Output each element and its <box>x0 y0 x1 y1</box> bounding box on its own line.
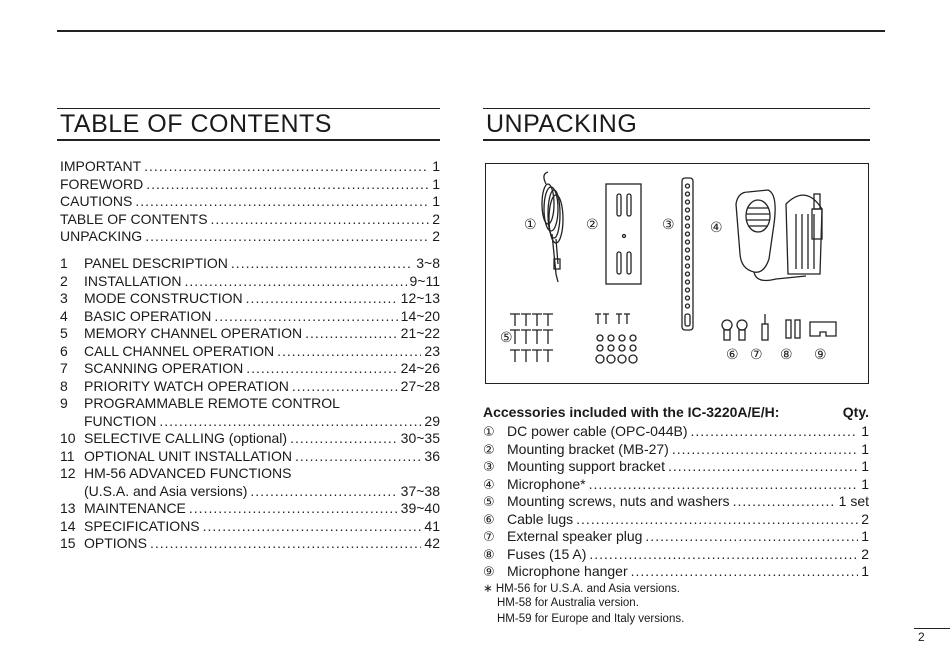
toc-title-rule-top <box>57 108 440 109</box>
leader-dots <box>150 535 421 551</box>
toc-num: 11 <box>60 447 75 464</box>
leader-dots <box>645 528 858 544</box>
item-qty: 1 set <box>838 493 869 509</box>
leader-dots <box>668 458 858 474</box>
figure-label-5: ⑤ <box>500 330 513 346</box>
item-label: Mounting screws, nuts and washers <box>507 493 730 509</box>
toc-row <box>60 360 440 378</box>
item-qty: 2 <box>861 545 869 562</box>
toc-page: 14~20 <box>400 307 440 324</box>
toc-title-rule-bottom <box>57 139 440 141</box>
dc-cable-drawing <box>542 172 563 282</box>
item-qty: 1 <box>861 475 869 492</box>
figure-label-9: ⑨ <box>814 347 827 363</box>
toc-page: 27~28 <box>400 377 440 394</box>
toc-page: 1 <box>432 193 440 209</box>
toc-label: CALL CHANNEL OPERATION <box>84 342 275 359</box>
unpacking-title-rule-top <box>483 108 870 109</box>
toc-page: 23 <box>424 342 440 359</box>
toc-num: 5 <box>60 325 68 341</box>
cable-lugs-drawing <box>722 320 747 340</box>
leader-dots <box>246 290 398 306</box>
toc-num: 6 <box>60 342 68 359</box>
footnote: HM-58 for Australia version. <box>497 597 639 609</box>
toc-num: 1 <box>60 255 68 271</box>
toc-label: SPECIFICATIONS <box>84 517 200 534</box>
toc-page: 21~22 <box>400 325 440 341</box>
figure-label-7: ⑦ <box>750 347 763 363</box>
toc-page: 2 <box>432 228 440 244</box>
item-mark: ⑥ <box>483 511 495 527</box>
footnote: HM-59 for Europe and Italy versions. <box>497 613 685 625</box>
toc-row <box>60 413 440 431</box>
toc-label: TABLE OF CONTENTS <box>60 210 208 227</box>
toc-label: FUNCTION <box>84 412 157 429</box>
toc-label: OPTIONS <box>84 535 148 551</box>
toc-row <box>60 325 440 343</box>
toc-num: 3 <box>60 290 68 306</box>
toc-label: PRIORITY WATCH OPERATION <box>84 377 289 394</box>
toc-page: 12~13 <box>400 290 440 306</box>
toc-label: FOREWORD <box>60 175 144 192</box>
accessories-header <box>483 404 869 420</box>
toc-row <box>60 378 440 396</box>
leader-dots <box>631 563 859 579</box>
toc-num: 9 <box>60 395 68 411</box>
leader-dots <box>277 343 421 359</box>
item-qty: 1 <box>861 423 869 439</box>
item-label: DC power cable (OPC-044B) <box>507 423 688 439</box>
leader-dots <box>290 430 398 446</box>
toc-row <box>60 535 440 553</box>
toc-label: (U.S.A. and Asia versions) <box>84 482 248 499</box>
toc-page: 41 <box>424 517 440 534</box>
figure-label-4: ④ <box>710 220 723 236</box>
toc-label: UNPACKING <box>60 228 143 244</box>
item-label: Fuses (15 A) <box>507 545 587 562</box>
item-qty: 1 <box>861 563 869 579</box>
toc-num: 10 <box>60 430 76 446</box>
toc-title: TABLE OF CONTENTS <box>60 110 332 138</box>
screws-drawing <box>510 314 637 363</box>
toc-row <box>60 228 440 246</box>
toc-label: BASIC OPERATION <box>84 307 212 324</box>
toc-num: 13 <box>60 500 76 516</box>
item-label: Microphone hanger <box>507 563 628 579</box>
toc-row <box>60 273 440 291</box>
accessory-row <box>483 528 869 546</box>
toc-num: 14 <box>60 517 76 534</box>
toc-row <box>60 343 440 361</box>
accessories-header-label: Accessories included with the IC-3220A/E/H: <box>483 404 780 420</box>
leader-dots <box>295 448 421 464</box>
toc-label: MAINTENANCE <box>84 500 186 516</box>
leader-dots <box>145 228 429 244</box>
toc-page: 1 <box>432 175 440 192</box>
toc-row <box>60 211 440 229</box>
leader-dots <box>185 273 407 289</box>
accessory-row <box>483 546 869 564</box>
toc-row <box>60 158 440 176</box>
page-number-rule <box>914 628 950 629</box>
toc-label: INSTALLATION <box>84 272 182 289</box>
toc-page: 29 <box>424 412 440 429</box>
item-mark: ③ <box>483 459 495 474</box>
toc-label: MODE CONSTRUCTION <box>84 290 243 306</box>
accessory-row <box>483 493 869 511</box>
figure-label-3: ③ <box>662 217 675 233</box>
leader-dots <box>246 360 397 376</box>
leader-dots <box>214 308 397 324</box>
item-label: External speaker plug <box>507 528 643 544</box>
toc-page: 37~38 <box>400 482 440 499</box>
item-mark: ⑧ <box>483 546 495 562</box>
leader-dots <box>576 511 858 527</box>
toc-label: HM-56 ADVANCED FUNCTIONS <box>84 465 292 481</box>
figure-label-8: ⑧ <box>780 347 793 363</box>
top-rule <box>57 30 885 32</box>
toc-row <box>60 448 440 466</box>
accessories-drawing <box>486 164 868 383</box>
figure-label-2: ② <box>586 217 599 233</box>
item-mark: ② <box>483 441 495 457</box>
toc-page: 36 <box>424 447 440 464</box>
accessory-row <box>483 476 869 494</box>
leader-dots <box>189 500 398 516</box>
speaker-plug-drawing <box>762 314 768 340</box>
toc-page: 42 <box>424 535 440 551</box>
leader-dots <box>144 158 429 174</box>
leader-dots <box>733 493 836 509</box>
footnote: ∗ HM-56 for U.S.A. and Asia versions. <box>483 583 680 595</box>
figure-label-1: ① <box>524 217 537 233</box>
toc-num: 12 <box>60 465 76 481</box>
toc-label: IMPORTANT <box>60 158 142 174</box>
mounting-bracket-drawing <box>606 184 641 284</box>
toc-label: OPTIONAL UNIT INSTALLATION <box>84 447 292 464</box>
figure-label-6: ⑥ <box>726 347 739 363</box>
item-label: Cable lugs <box>507 510 574 527</box>
toc-row <box>60 290 440 308</box>
toc-num: 4 <box>60 307 68 324</box>
toc-row <box>60 430 440 448</box>
leader-dots <box>146 176 429 192</box>
item-mark: ④ <box>483 476 495 492</box>
toc-row <box>60 518 440 536</box>
leader-dots <box>589 546 858 562</box>
item-mark: ⑦ <box>483 529 495 544</box>
leader-dots <box>589 476 859 492</box>
toc-page: 30~35 <box>400 430 440 446</box>
leader-dots <box>231 255 413 271</box>
toc-page: 39~40 <box>400 500 440 516</box>
toc-row <box>60 395 440 413</box>
mic-hanger-drawing <box>810 322 836 336</box>
leader-dots <box>135 193 429 209</box>
accessories-illustration <box>485 163 869 384</box>
toc-row <box>60 465 440 483</box>
item-label: Mounting bracket (MB-27) <box>507 440 669 457</box>
toc-label: SELECTIVE CALLING (optional) <box>84 430 288 446</box>
item-label: Mounting support bracket <box>507 458 665 474</box>
unpacking-title-rule-bottom <box>483 139 870 141</box>
fuses-drawing <box>786 320 800 338</box>
leader-dots <box>203 518 422 534</box>
leader-dots <box>691 423 859 439</box>
toc-page: 2 <box>432 210 440 227</box>
leader-dots <box>672 441 858 457</box>
accessory-row <box>483 563 869 581</box>
toc-num: 2 <box>60 272 68 289</box>
leader-dots <box>250 483 397 499</box>
leader-dots <box>305 325 398 341</box>
item-qty: 2 <box>861 510 869 527</box>
toc-row <box>60 255 440 273</box>
page-number: 2 <box>918 630 925 644</box>
unpacking-title: UNPACKING <box>486 110 638 138</box>
toc-label: CAUTIONS <box>60 193 133 209</box>
item-qty: 1 <box>861 440 869 457</box>
toc-page: 9~11 <box>409 272 440 289</box>
accessory-row <box>483 441 869 459</box>
toc-page: 3~8 <box>416 255 440 271</box>
leader-dots <box>292 378 398 394</box>
toc-page: 1 <box>432 158 440 174</box>
toc-label: MEMORY CHANNEL OPERATION <box>84 325 303 341</box>
microphone-drawing <box>736 190 822 280</box>
toc-label: SCANNING OPERATION <box>84 360 244 376</box>
toc-row <box>60 500 440 518</box>
toc-row <box>60 308 440 326</box>
toc-row <box>60 176 440 194</box>
item-mark: ① <box>483 424 495 439</box>
toc-row <box>60 193 440 211</box>
item-qty: 1 <box>861 528 869 544</box>
toc-num: 8 <box>60 377 68 394</box>
item-mark: ⑨ <box>483 564 495 579</box>
leader-dots <box>211 211 430 227</box>
qty-header: Qty. <box>842 404 869 420</box>
item-label: Microphone* <box>507 475 586 492</box>
accessory-row <box>483 511 869 529</box>
accessory-row <box>483 458 869 476</box>
item-qty: 1 <box>861 458 869 474</box>
toc-page: 24~26 <box>400 360 440 376</box>
toc-label: PROGRAMMABLE REMOTE CONTROL <box>84 395 340 411</box>
toc-num: 15 <box>60 535 76 551</box>
toc-label: PANEL DESCRIPTION <box>84 255 228 271</box>
leader-dots <box>159 413 421 429</box>
toc-num: 7 <box>60 360 68 376</box>
item-mark: ⑤ <box>483 494 495 509</box>
support-bracket-drawing <box>682 178 693 330</box>
accessory-row <box>483 423 869 441</box>
toc-row <box>60 483 440 501</box>
